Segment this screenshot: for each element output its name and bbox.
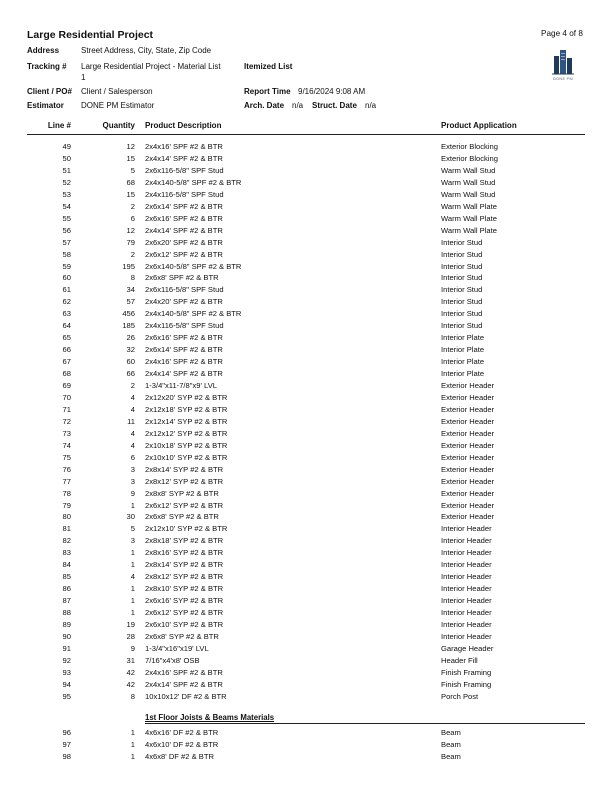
- line-number: 77: [62, 476, 71, 486]
- table-row: [0, 572, 612, 584]
- product-description: 4x6x16' DF #2 & BTR: [145, 728, 219, 737]
- quantity: 3: [130, 464, 135, 474]
- product-application: Interior Plate: [441, 333, 485, 343]
- product-description: 2x12x18' SYP #2 & BTR: [145, 404, 228, 414]
- col-header-line: Line #: [47, 121, 71, 130]
- table-row: [0, 584, 612, 596]
- line-number: 82: [62, 536, 71, 546]
- product-application: Interior Plate: [441, 345, 485, 355]
- product-application: Exterior Header: [441, 428, 495, 438]
- quantity: 1: [130, 739, 135, 749]
- product-application: Porch Post: [441, 691, 479, 701]
- section-title: 1st Floor Joists & Beams Materials: [145, 713, 275, 722]
- product-description: 2x6x20' SPF #2 & BTR: [145, 237, 223, 247]
- product-description: 2x6x12' SYP #2 & BTR: [145, 608, 224, 618]
- product-application: Exterior Header: [441, 416, 495, 426]
- product-description: 4x6x10' DF #2 & BTR: [145, 739, 219, 749]
- product-description: 2x8x10' SYP #2 & BTR: [145, 584, 224, 594]
- table-row: [0, 489, 612, 501]
- report-time-value: 9/16/2024 9:08 AM: [298, 87, 366, 96]
- line-number: 92: [62, 655, 71, 665]
- product-description: 2x4x16' SPF #2 & BTR: [145, 667, 223, 677]
- line-number: 53: [62, 189, 71, 199]
- report-time-label: Report Time: [244, 87, 291, 96]
- table-row: [0, 202, 612, 214]
- table-row: [0, 728, 612, 740]
- product-description: 2x6x8' SYP #2 & BTR: [145, 512, 219, 522]
- line-number: 72: [62, 416, 71, 426]
- table-row: [0, 548, 612, 560]
- quantity: 1: [130, 596, 135, 606]
- product-application: Warm Wall Plate: [441, 201, 497, 211]
- quantity: 6: [130, 452, 135, 462]
- line-number: 65: [62, 333, 71, 343]
- product-description: 2x4x16' SPF #2 & BTR: [145, 142, 223, 151]
- quantity: 32: [126, 345, 135, 355]
- product-description: 2x8x14' SYP #2 & BTR: [145, 560, 224, 570]
- product-application: Warm Wall Plate: [441, 213, 497, 223]
- quantity: 60: [126, 357, 135, 367]
- table-row: [0, 381, 612, 393]
- quantity: 5: [130, 165, 135, 175]
- table-row: [0, 656, 612, 668]
- product-description: 2x6x14' SPF #2 & BTR: [145, 201, 223, 211]
- product-description: 2x4x116-5/8" SPF Stud: [145, 321, 224, 331]
- quantity: 5: [130, 524, 135, 534]
- quantity: 4: [130, 440, 135, 450]
- product-application: Exterior Header: [441, 452, 495, 462]
- product-application: Interior Header: [441, 572, 492, 582]
- line-number: 94: [62, 679, 71, 689]
- product-application: Interior Stud: [441, 285, 483, 295]
- product-description: 2x6x14' SPF #2 & BTR: [145, 345, 223, 355]
- product-description: 2x12x10' SYP #2 & BTR: [145, 524, 228, 534]
- product-description: 2x10x18' SYP #2 & BTR: [145, 440, 228, 450]
- product-application: Interior Header: [441, 608, 492, 618]
- product-description: 2x8x16' SYP #2 & BTR: [145, 548, 224, 558]
- product-application: Interior Stud: [441, 321, 483, 331]
- page-title: Large Residential Project: [27, 29, 154, 41]
- line-number: 95: [62, 691, 71, 701]
- quantity: 15: [126, 153, 135, 163]
- estimator-label: Estimator: [27, 101, 64, 110]
- product-description: 2x4x20' SPF #2 & BTR: [145, 297, 223, 307]
- product-description: 2x4x140-5/8" SPF #2 & BTR: [145, 309, 242, 319]
- quantity: 195: [122, 261, 135, 271]
- quantity: 1: [130, 728, 135, 737]
- product-application: Interior Plate: [441, 369, 485, 379]
- line-number: 74: [62, 440, 71, 450]
- line-number: 80: [62, 512, 71, 522]
- table-row: [0, 536, 612, 548]
- table-row: [0, 644, 612, 656]
- quantity: 12: [126, 142, 135, 151]
- product-description: 2x6x12' SPF #2 & BTR: [145, 249, 223, 259]
- table-row: [0, 441, 612, 453]
- line-number: 69: [62, 381, 71, 390]
- table-row: [0, 178, 612, 190]
- table-row: [0, 262, 612, 274]
- product-application: Interior Header: [441, 596, 492, 606]
- product-application: Beam: [441, 739, 461, 749]
- quantity: 15: [126, 189, 135, 199]
- line-number: 81: [62, 524, 71, 534]
- quantity: 6: [130, 213, 135, 223]
- product-application: Garage Header: [441, 643, 494, 653]
- product-description: 2x8x8' SYP #2 & BTR: [145, 488, 219, 498]
- quantity: 4: [130, 572, 135, 582]
- quantity: 185: [122, 321, 135, 331]
- col-header-application: Product Application: [441, 121, 517, 130]
- quantity: 12: [126, 225, 135, 235]
- product-description: 2x8x14' SYP #2 & BTR: [145, 464, 224, 474]
- table-row: [0, 692, 612, 704]
- table-row: [0, 285, 612, 297]
- quantity: 4: [130, 404, 135, 414]
- quantity: 68: [126, 177, 135, 187]
- product-description: 2x4x14' SPF #2 & BTR: [145, 369, 223, 379]
- line-number: 79: [62, 500, 71, 510]
- product-description: 2x6x12' SYP #2 & BTR: [145, 500, 224, 510]
- product-description: 1-3/4"x16"x19' LVL: [145, 643, 209, 653]
- table-row: [0, 333, 612, 345]
- line-number: 78: [62, 488, 71, 498]
- line-number: 59: [62, 261, 71, 271]
- product-application: Interior Stud: [441, 249, 483, 259]
- product-application: Interior Header: [441, 560, 492, 570]
- product-description: 10x10x12' DF #2 & BTR: [145, 691, 227, 701]
- quantity: 1: [130, 751, 135, 761]
- table-row: [0, 620, 612, 632]
- line-number: 54: [62, 201, 71, 211]
- line-number: 62: [62, 297, 71, 307]
- line-number: 76: [62, 464, 71, 474]
- product-application: Warm Wall Stud: [441, 189, 496, 199]
- table-row: [0, 512, 612, 524]
- line-number: 71: [62, 404, 71, 414]
- table-row: [0, 560, 612, 572]
- quantity: 66: [126, 369, 135, 379]
- table-row: [0, 608, 612, 620]
- line-number: 73: [62, 428, 71, 438]
- client-value: Client / Salesperson: [81, 87, 153, 96]
- product-application: Interior Plate: [441, 357, 485, 367]
- header-divider: [27, 134, 585, 135]
- quantity: 19: [126, 620, 135, 629]
- table-row: [0, 166, 612, 178]
- quantity: 4: [130, 392, 135, 402]
- line-number: 57: [62, 237, 71, 247]
- table-row: [0, 524, 612, 536]
- logo-text: DONE PM: [552, 76, 574, 81]
- line-number: 96: [62, 728, 71, 737]
- line-number: 86: [62, 584, 71, 594]
- line-number: 85: [62, 572, 71, 582]
- line-number: 66: [62, 345, 71, 355]
- product-application: Interior Header: [441, 631, 492, 641]
- line-number: 63: [62, 309, 71, 319]
- table-row: [0, 297, 612, 309]
- quantity: 42: [126, 679, 135, 689]
- quantity: 1: [130, 500, 135, 510]
- table-row: [0, 321, 612, 333]
- product-description: 2x6x116-5/8" SPF Stud: [145, 285, 224, 295]
- product-description: 2x6x16' SYP #2 & BTR: [145, 596, 224, 606]
- tracking-value-line2: 1: [81, 73, 86, 82]
- table-row: [0, 501, 612, 513]
- product-application: Warm Wall Stud: [441, 177, 496, 187]
- product-application: Exterior Header: [441, 512, 495, 522]
- client-label: Client / PO#: [27, 87, 72, 96]
- product-description: 2x4x140-5/8" SPF #2 & BTR: [145, 177, 242, 187]
- quantity: 3: [130, 536, 135, 546]
- product-description: 2x8x12' SYP #2 & BTR: [145, 476, 224, 486]
- table-row: [0, 680, 612, 692]
- line-number: 75: [62, 452, 71, 462]
- quantity: 1: [130, 548, 135, 558]
- product-description: 1-3/4"x11-7/8"x9' LVL: [145, 381, 217, 390]
- table-row: [0, 345, 612, 357]
- line-number: 97: [62, 739, 71, 749]
- address-label: Address: [27, 46, 60, 55]
- product-application: Exterior Header: [441, 440, 495, 450]
- table-row: [0, 214, 612, 226]
- product-application: Interior Stud: [441, 309, 483, 319]
- itemized-list-label: Itemized List: [244, 62, 293, 71]
- product-description: 2x12x20' SYP #2 & BTR: [145, 392, 228, 402]
- quantity: 9: [130, 643, 135, 653]
- quantity: 31: [126, 655, 135, 665]
- line-number: 88: [62, 608, 71, 618]
- product-description: 2x6x16' SPF #2 & BTR: [145, 333, 223, 343]
- line-number: 91: [62, 643, 71, 653]
- table-row: [0, 417, 612, 429]
- product-application: Header Fill: [441, 655, 478, 665]
- quantity: 2: [130, 201, 135, 211]
- product-description: 2x4x14' SPF #2 & BTR: [145, 225, 223, 235]
- building-icon: [548, 46, 578, 76]
- line-number: 70: [62, 392, 71, 402]
- table-row: [0, 405, 612, 417]
- product-application: Interior Stud: [441, 273, 483, 283]
- quantity: 3: [130, 476, 135, 486]
- line-number: 68: [62, 369, 71, 379]
- product-application: Interior Stud: [441, 237, 483, 247]
- product-application: Exterior Header: [441, 476, 495, 486]
- product-application: Warm Wall Plate: [441, 225, 497, 235]
- product-application: Interior Header: [441, 536, 492, 546]
- quantity: 4: [130, 428, 135, 438]
- table-row: [0, 190, 612, 202]
- line-number: 56: [62, 225, 71, 235]
- quantity: 8: [130, 691, 135, 701]
- product-application: Exterior Header: [441, 404, 495, 414]
- product-description: 2x12x14' SYP #2 & BTR: [145, 416, 228, 426]
- table-row: [0, 238, 612, 250]
- line-number: 51: [62, 165, 71, 175]
- table-row: [0, 632, 612, 644]
- table-row: [0, 453, 612, 465]
- quantity: 1: [130, 560, 135, 570]
- quantity: 28: [126, 631, 135, 641]
- line-number: 55: [62, 213, 71, 223]
- product-application: Interior Header: [441, 620, 492, 629]
- product-application: Interior Stud: [441, 261, 483, 271]
- line-number: 60: [62, 273, 71, 283]
- line-number: 64: [62, 321, 71, 331]
- product-application: Exterior Header: [441, 488, 495, 498]
- quantity: 1: [130, 584, 135, 594]
- line-number: 89: [62, 620, 71, 629]
- product-application: Warm Wall Stud: [441, 165, 496, 175]
- company-logo: [548, 46, 578, 86]
- quantity: 8: [130, 273, 135, 283]
- struct-date-label: Struct. Date: [312, 101, 357, 110]
- product-application: Interior Stud: [441, 297, 483, 307]
- product-description: 2x4x16' SPF #2 & BTR: [145, 357, 223, 367]
- product-description: 7/16"x4'x8' OSB: [145, 655, 200, 665]
- product-application: Interior Header: [441, 524, 492, 534]
- product-application: Exterior Header: [441, 392, 495, 402]
- table-row: [0, 393, 612, 405]
- product-description: 2x12x12' SYP #2 & BTR: [145, 428, 228, 438]
- table-row: [0, 250, 612, 262]
- quantity: 456: [122, 309, 135, 319]
- table-row: [0, 477, 612, 489]
- table-row: [0, 357, 612, 369]
- product-description: 2x6x8' SYP #2 & BTR: [145, 631, 219, 641]
- line-number: 83: [62, 548, 71, 558]
- table-row: [0, 752, 612, 764]
- line-number: 52: [62, 177, 71, 187]
- table-row: [0, 142, 612, 154]
- tracking-value: Large Residential Project - Material List: [81, 62, 221, 71]
- product-description: 2x8x18' SYP #2 & BTR: [145, 536, 224, 546]
- quantity: 9: [130, 488, 135, 498]
- table-row: [0, 226, 612, 238]
- quantity: 30: [126, 512, 135, 522]
- line-number: 61: [62, 285, 71, 295]
- product-description: 2x10x10' SYP #2 & BTR: [145, 452, 228, 462]
- quantity: 79: [126, 237, 135, 247]
- line-number: 49: [62, 142, 71, 151]
- col-header-description: Product Description: [145, 121, 222, 130]
- struct-date-value: n/a: [365, 101, 377, 110]
- address-value: Street Address, City, State, Zip Code: [81, 46, 212, 55]
- arch-date-value: n/a: [292, 101, 304, 110]
- table-row: [0, 668, 612, 680]
- line-number: 87: [62, 596, 71, 606]
- product-application: Interior Header: [441, 548, 492, 558]
- product-application: Exterior Header: [441, 464, 495, 474]
- product-application: Exterior Header: [441, 381, 495, 390]
- product-description: 4x6x8' DF #2 & BTR: [145, 751, 214, 761]
- quantity: 34: [126, 285, 135, 295]
- table-row: [0, 273, 612, 285]
- product-application: Exterior Blocking: [441, 153, 498, 163]
- product-description: 2x6x16' SPF #2 & BTR: [145, 213, 223, 223]
- product-application: Finish Framing: [441, 667, 492, 677]
- table-row: [0, 369, 612, 381]
- product-application: Finish Framing: [441, 679, 492, 689]
- product-description: 2x6x140-5/8" SPF #2 & BTR: [145, 261, 242, 271]
- table-row: [0, 309, 612, 321]
- quantity: 2: [130, 249, 135, 259]
- product-application: Interior Header: [441, 584, 492, 594]
- arch-date-label: Arch. Date: [244, 101, 285, 110]
- product-description: 2x4x14' SPF #2 & BTR: [145, 153, 223, 163]
- table-row: [0, 596, 612, 608]
- line-number: 84: [62, 560, 71, 570]
- line-number: 67: [62, 357, 71, 367]
- table-row: [0, 429, 612, 441]
- estimator-value: DONE PM Estimator: [81, 101, 155, 110]
- product-description: 2x6x10' SYP #2 & BTR: [145, 620, 224, 629]
- product-application: Beam: [441, 728, 461, 737]
- line-number: 98: [62, 751, 71, 761]
- product-application: Exterior Blocking: [441, 142, 498, 151]
- section-divider: [145, 723, 585, 724]
- quantity: 11: [127, 416, 135, 426]
- line-number: 93: [62, 667, 71, 677]
- product-description: 2x6x8' SPF #2 & BTR: [145, 273, 219, 283]
- product-application: Exterior Header: [441, 500, 495, 510]
- line-number: 90: [62, 631, 71, 641]
- quantity: 2: [130, 381, 135, 390]
- product-description: 2x4x14' SPF #2 & BTR: [145, 679, 223, 689]
- table-row: [0, 465, 612, 477]
- quantity: 26: [126, 333, 135, 343]
- quantity: 57: [126, 297, 135, 307]
- line-number: 50: [62, 153, 71, 163]
- col-header-quantity: Quantity: [102, 121, 135, 130]
- tracking-label: Tracking #: [27, 62, 67, 71]
- page-number: Page 4 of 8: [541, 29, 583, 38]
- table-row: [0, 154, 612, 166]
- product-application: Beam: [441, 751, 461, 761]
- product-description: 2x8x12' SYP #2 & BTR: [145, 572, 224, 582]
- line-number: 58: [62, 249, 71, 259]
- quantity: 42: [126, 667, 135, 677]
- quantity: 1: [130, 608, 135, 618]
- product-description: 2x6x116-5/8" SPF Stud: [145, 165, 224, 175]
- table-row: [0, 740, 612, 752]
- product-description: 2x4x116-5/8" SPF Stud: [145, 189, 224, 199]
